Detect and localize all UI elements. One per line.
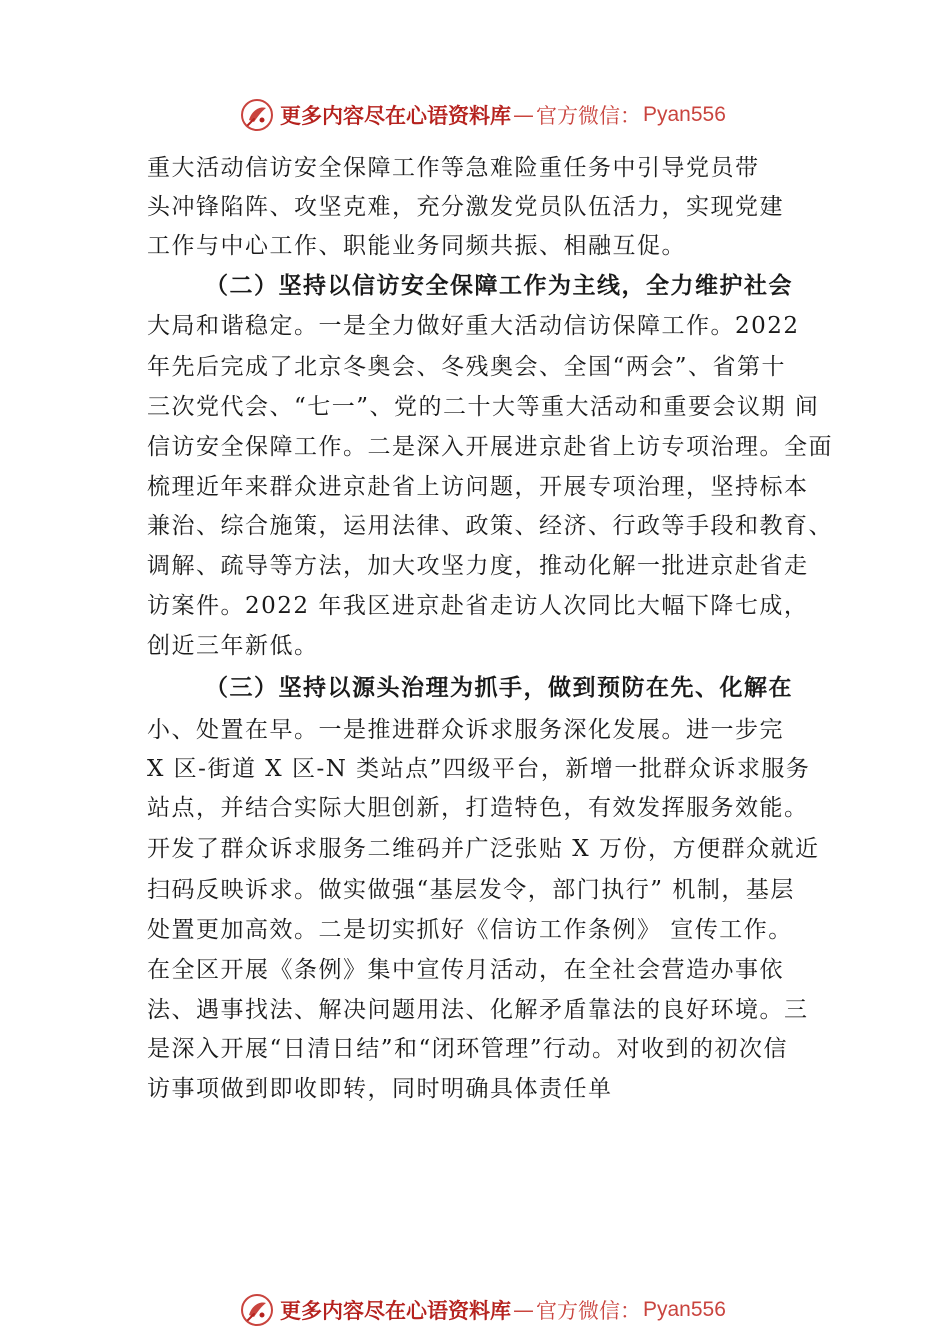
text-line: 扫码反映诉求。做实做强“基层发令，部门执行” 机制，基层: [147, 877, 795, 903]
footer-banner: [240, 1290, 726, 1330]
footer-wechat-account: Pyan556: [643, 1298, 726, 1321]
text-line: 调解、疏导等方法，加大攻坚力度，推动化解一批进京赴省走: [147, 553, 809, 579]
text-line: 年先后完成了北京冬奥会、冬残奥会、全国“两会”、省第十: [147, 354, 787, 380]
text-line: 兼治、综合施策，运用法律、政策、经济、行政等手段和教育、: [147, 513, 833, 539]
text-line: 信访安全保障工作。二是深入开展进京赴省上访专项治理。全面: [147, 434, 833, 460]
text-line: 在全区开展《条例》集中宣传月活动，在全社会营造办事依: [147, 957, 784, 983]
header-dash: —: [513, 103, 534, 127]
footer-wechat-label: 官方微信：: [536, 1299, 641, 1323]
section-heading-3: （三）坚持以源头治理为抓手，做到预防在先、化解在: [205, 674, 793, 701]
text-line: 头冲锋陷阵、攻坚克难，充分激发党员队伍活力，实现党建: [147, 194, 784, 220]
text-line: 站点，并结合实际大胆创新，打造特色，有效发挥服务效能。: [147, 795, 809, 821]
text-line: 工作与中心工作、职能业务同频共振、相融互促。: [147, 233, 686, 259]
text-line: 三次党代会、“七一”、党的二十大等重大活动和重要会议期 间: [147, 394, 820, 420]
text-line: 重大活动信访安全保障工作等急难险重任务中引导党员带: [147, 155, 760, 181]
text-line: 处置更加高效。二是切实抓好《信访工作条例》 宣传工作。: [147, 917, 793, 943]
text-line: 访事项做到即收即转，同时明确具体责任单: [147, 1076, 613, 1102]
text-line: 开发了群众诉求服务二维码并广泛张贴 X 万份，方便群众就近: [147, 836, 820, 862]
text-line: 是深入开展“日清日结”和“闭环管理”行动。对收到的初次信: [147, 1036, 789, 1062]
text-line: 大局和谐稳定。一是全力做好重大活动信访保障工作。2022: [147, 313, 800, 339]
text-line: 法、遇事找法、解决问题用法、化解矛盾靠法的良好环境。三: [147, 997, 809, 1023]
header-wechat-label: 官方微信：: [536, 104, 641, 128]
footer-dash: —: [513, 1298, 534, 1322]
text-line: 小、处置在早。一是推进群众诉求服务深化发展。进一步完: [147, 717, 784, 743]
brand-logo-icon: [240, 1293, 274, 1327]
text-line: 访案件。2022 年我区进京赴省走访人次同比大幅下降七成，: [147, 593, 809, 619]
text-line: 创近三年新低。: [147, 633, 319, 659]
footer-brand-text: 更多内容尽在心语资料库: [280, 1299, 511, 1323]
header-brand-text: 更多内容尽在心语资料库: [280, 104, 511, 128]
text-line: X 区-街道 X 区-N 类站点”四级平台，新增一批群众诉求服务: [147, 756, 811, 782]
header-wechat-account: Pyan556: [643, 103, 726, 126]
section-heading-2: （二）坚持以信访安全保障工作为主线，全力维护社会: [205, 272, 793, 299]
text-line: 梳理近年来群众进京赴省上访问题，开展专项治理，坚持标本: [147, 474, 809, 500]
